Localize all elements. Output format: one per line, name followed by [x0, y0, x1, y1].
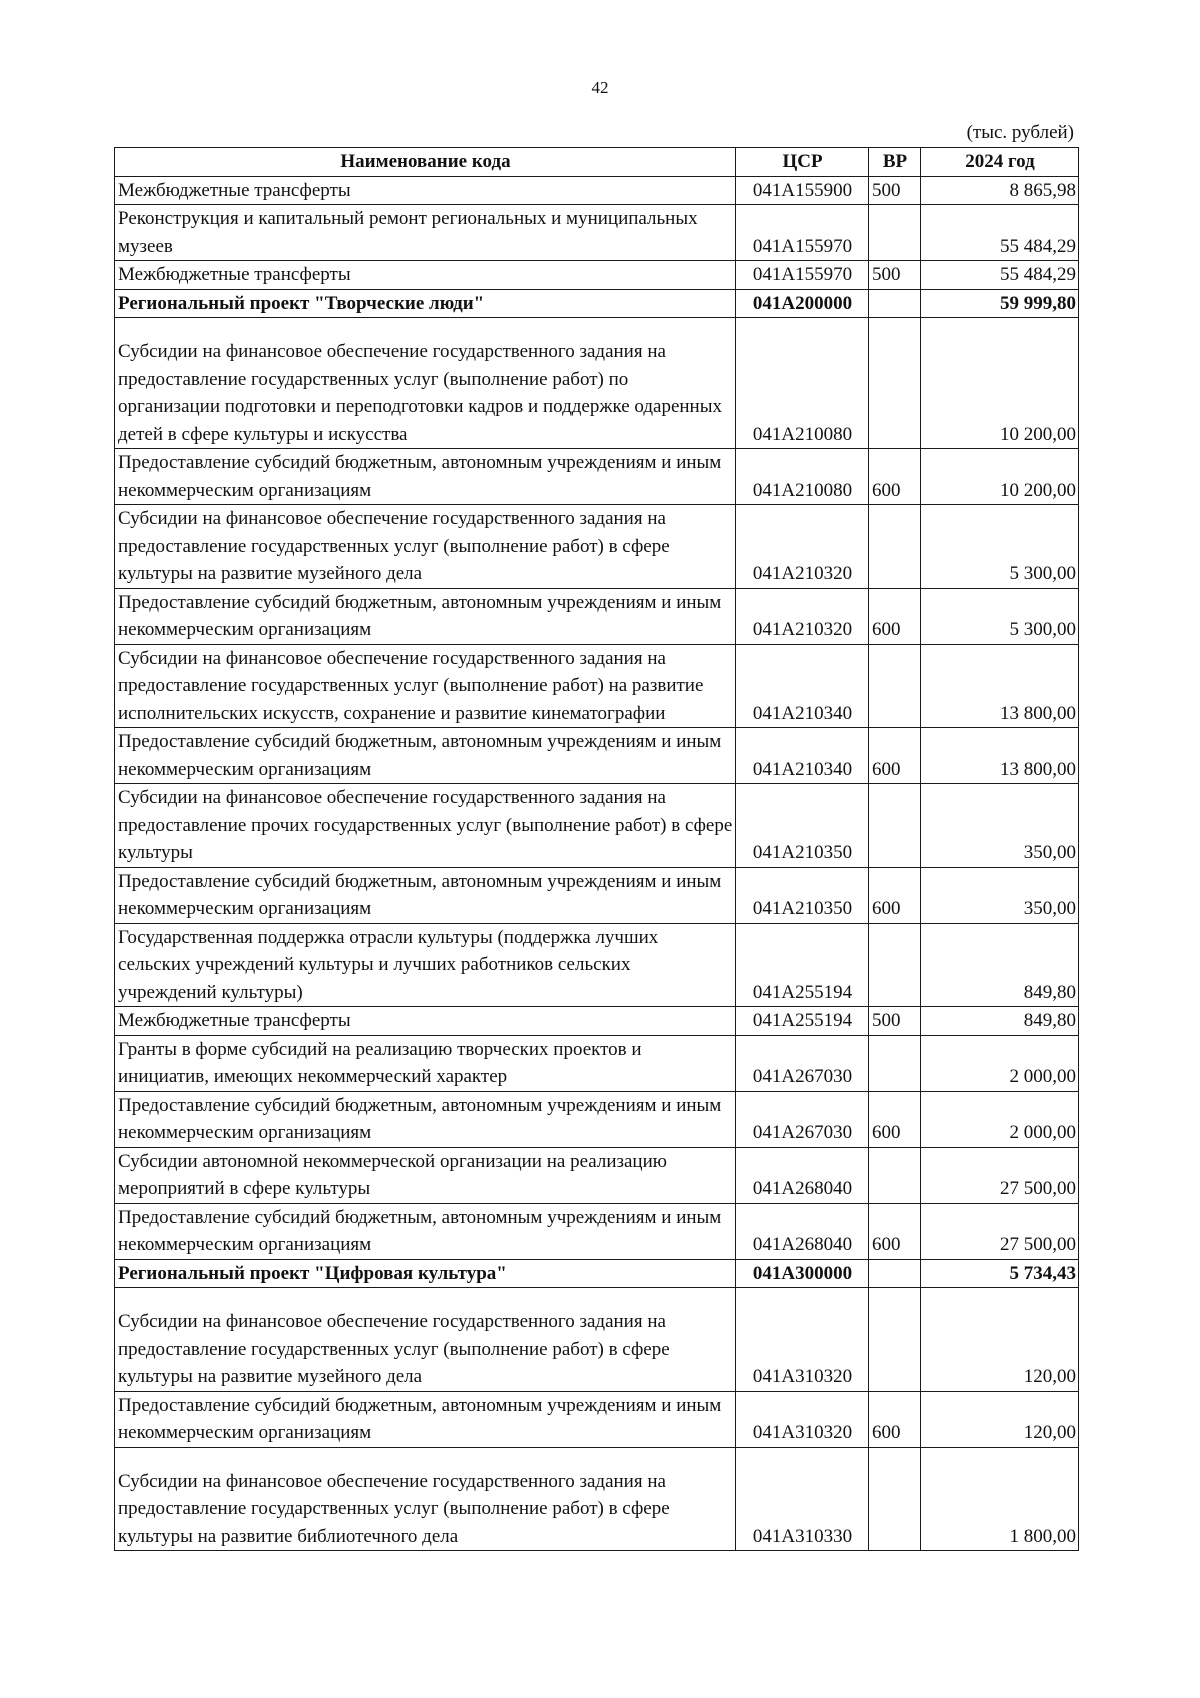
cell-vr	[869, 318, 921, 449]
page-number: 42	[591, 78, 609, 97]
cell-vr: 500	[869, 176, 921, 205]
cell-csr: 041A310330	[736, 1447, 869, 1551]
cell-amount: 120,00	[921, 1391, 1079, 1447]
cell-name: Предоставление субсидий бюджетным, автономным учреждениям и иным некоммерческим организациям	[115, 1391, 736, 1447]
cell-vr	[869, 644, 921, 728]
cell-vr	[869, 1035, 921, 1091]
cell-name: Предоставление субсидий бюджетным, автономным учреждениям и иным некоммерческим организациям	[115, 449, 736, 505]
units-label: (тыс. рублей)	[966, 122, 1074, 143]
cell-vr: 600	[869, 449, 921, 505]
cell-vr: 600	[869, 728, 921, 784]
cell-csr: 041A210350	[736, 784, 869, 868]
table-row	[115, 644, 1079, 728]
cell-csr: 041A210080	[736, 318, 869, 449]
cell-amount: 2 000,00	[921, 1091, 1079, 1147]
cell-amount: 5 300,00	[921, 505, 1079, 589]
cell-amount: 8 865,98	[921, 176, 1079, 205]
cell-amount: 350,00	[921, 867, 1079, 923]
table-row	[115, 1147, 1079, 1203]
table-row	[115, 176, 1079, 205]
cell-name: Межбюджетные трансферты	[115, 176, 736, 205]
cell-amount: 120,00	[921, 1288, 1079, 1392]
cell-amount: 13 800,00	[921, 644, 1079, 728]
table-row	[115, 205, 1079, 261]
cell-name: Субсидии на финансовое обеспечение государственного задания на предоставление прочих государственных услуг (выполнение работ) в сфере культуры	[115, 784, 736, 868]
table-row	[115, 1288, 1079, 1392]
cell-name: Субсидии на финансовое обеспечение государственного задания на предоставление государственных услуг (выполнение работ) в сфере культуры на развитие музейного дела	[115, 1288, 736, 1392]
cell-vr: 600	[869, 1203, 921, 1259]
cell-vr: 500	[869, 1007, 921, 1036]
cell-amount: 13 800,00	[921, 728, 1079, 784]
table-row	[115, 923, 1079, 1007]
cell-csr: 041A210320	[736, 505, 869, 589]
table-row	[115, 449, 1079, 505]
cell-vr: 600	[869, 1391, 921, 1447]
cell-name: Гранты в форме субсидий на реализацию творческих проектов и инициатив, имеющих некоммерческий характер	[115, 1035, 736, 1091]
cell-name: Предоставление субсидий бюджетным, автономным учреждениям и иным некоммерческим организациям	[115, 1203, 736, 1259]
cell-vr	[869, 205, 921, 261]
cell-csr: 041A200000	[736, 289, 869, 318]
cell-csr: 041A210340	[736, 644, 869, 728]
table-row	[115, 505, 1079, 589]
cell-csr: 041A210350	[736, 867, 869, 923]
cell-csr: 041A155970	[736, 261, 869, 290]
cell-vr: 600	[869, 1091, 921, 1147]
cell-name: Региональный проект "Цифровая культура"	[115, 1259, 736, 1288]
header-vr: ВР	[869, 148, 921, 177]
cell-csr: 041A210320	[736, 588, 869, 644]
cell-csr: 041A210340	[736, 728, 869, 784]
cell-name: Субсидии на финансовое обеспечение государственного задания на предоставление государственных услуг (выполнение работ) по организации подготовки и переподготовки кадров и поддержке одаренных детей в сфере культуры и искусства	[115, 318, 736, 449]
header-amount: 2024 год	[921, 148, 1079, 177]
budget-table	[114, 147, 1079, 1551]
table-row	[115, 318, 1079, 449]
section-row-creative-people	[115, 289, 1079, 318]
cell-name: Межбюджетные трансферты	[115, 261, 736, 290]
cell-csr: 041A155900	[736, 176, 869, 205]
cell-name: Межбюджетные трансферты	[115, 1007, 736, 1036]
cell-name: Предоставление субсидий бюджетным, автономным учреждениям и иным некоммерческим организациям	[115, 588, 736, 644]
cell-name: Реконструкция и капитальный ремонт региональных и муниципальных музеев	[115, 205, 736, 261]
cell-csr: 041A310320	[736, 1391, 869, 1447]
cell-name: Предоставление субсидий бюджетным, автономным учреждениям и иным некоммерческим организациям	[115, 867, 736, 923]
cell-vr	[869, 923, 921, 1007]
cell-vr	[869, 505, 921, 589]
cell-name: Субсидии на финансовое обеспечение государственного задания на предоставление государственных услуг (выполнение работ) в сфере культуры на развитие музейного дела	[115, 505, 736, 589]
cell-vr: 500	[869, 261, 921, 290]
cell-csr: 041A155970	[736, 205, 869, 261]
table-row	[115, 588, 1079, 644]
table-row	[115, 784, 1079, 868]
table-row	[115, 1091, 1079, 1147]
table-row	[115, 1007, 1079, 1036]
cell-csr: 041A268040	[736, 1203, 869, 1259]
table-row	[115, 1447, 1079, 1551]
cell-name: Региональный проект "Творческие люди"	[115, 289, 736, 318]
cell-csr: 041A268040	[736, 1147, 869, 1203]
cell-amount: 2 000,00	[921, 1035, 1079, 1091]
cell-name: Субсидии автономной некоммерческой организации на реализацию мероприятий в сфере культуры	[115, 1147, 736, 1203]
cell-name: Субсидии на финансовое обеспечение государственного задания на предоставление государственных услуг (выполнение работ) на развитие исполнительских искусств, сохранение и развитие кинематографии	[115, 644, 736, 728]
cell-vr	[869, 784, 921, 868]
cell-vr	[869, 1447, 921, 1551]
cell-amount: 10 200,00	[921, 318, 1079, 449]
table-row	[115, 1203, 1079, 1259]
cell-vr	[869, 289, 921, 318]
cell-name: Предоставление субсидий бюджетным, автономным учреждениям и иным некоммерческим организациям	[115, 1091, 736, 1147]
cell-csr: 041A210080	[736, 449, 869, 505]
header-name: Наименование кода	[115, 148, 736, 177]
cell-vr	[869, 1259, 921, 1288]
cell-amount: 27 500,00	[921, 1203, 1079, 1259]
cell-csr: 041A267030	[736, 1035, 869, 1091]
cell-amount: 59 999,80	[921, 289, 1079, 318]
cell-csr: 041A267030	[736, 1091, 869, 1147]
table-row	[115, 1391, 1079, 1447]
cell-name: Субсидии на финансовое обеспечение государственного задания на предоставление государственных услуг (выполнение работ) в сфере культуры на развитие библиотечного дела	[115, 1447, 736, 1551]
cell-amount: 1 800,00	[921, 1447, 1079, 1551]
table-row	[115, 728, 1079, 784]
cell-name: Государственная поддержка отрасли культуры (поддержка лучших сельских учреждений культуры и лучших работников сельских учреждений культуры)	[115, 923, 736, 1007]
cell-vr	[869, 1288, 921, 1392]
cell-name: Предоставление субсидий бюджетным, автономным учреждениям и иным некоммерческим организациям	[115, 728, 736, 784]
cell-amount: 55 484,29	[921, 261, 1079, 290]
cell-amount: 10 200,00	[921, 449, 1079, 505]
cell-amount: 350,00	[921, 784, 1079, 868]
cell-vr	[869, 1147, 921, 1203]
section-row-digital-culture	[115, 1259, 1079, 1288]
table-row	[115, 1035, 1079, 1091]
cell-amount: 849,80	[921, 923, 1079, 1007]
cell-csr: 041A300000	[736, 1259, 869, 1288]
cell-amount: 27 500,00	[921, 1147, 1079, 1203]
table-row	[115, 867, 1079, 923]
cell-csr: 041A255194	[736, 923, 869, 1007]
cell-csr: 041A255194	[736, 1007, 869, 1036]
cell-vr: 600	[869, 867, 921, 923]
table-row	[115, 261, 1079, 290]
cell-amount: 55 484,29	[921, 205, 1079, 261]
cell-amount: 5 300,00	[921, 588, 1079, 644]
table-header-row	[115, 148, 1079, 177]
cell-vr: 600	[869, 588, 921, 644]
cell-amount: 5 734,43	[921, 1259, 1079, 1288]
header-csr: ЦСР	[736, 148, 869, 177]
cell-csr: 041A310320	[736, 1288, 869, 1392]
cell-amount: 849,80	[921, 1007, 1079, 1036]
